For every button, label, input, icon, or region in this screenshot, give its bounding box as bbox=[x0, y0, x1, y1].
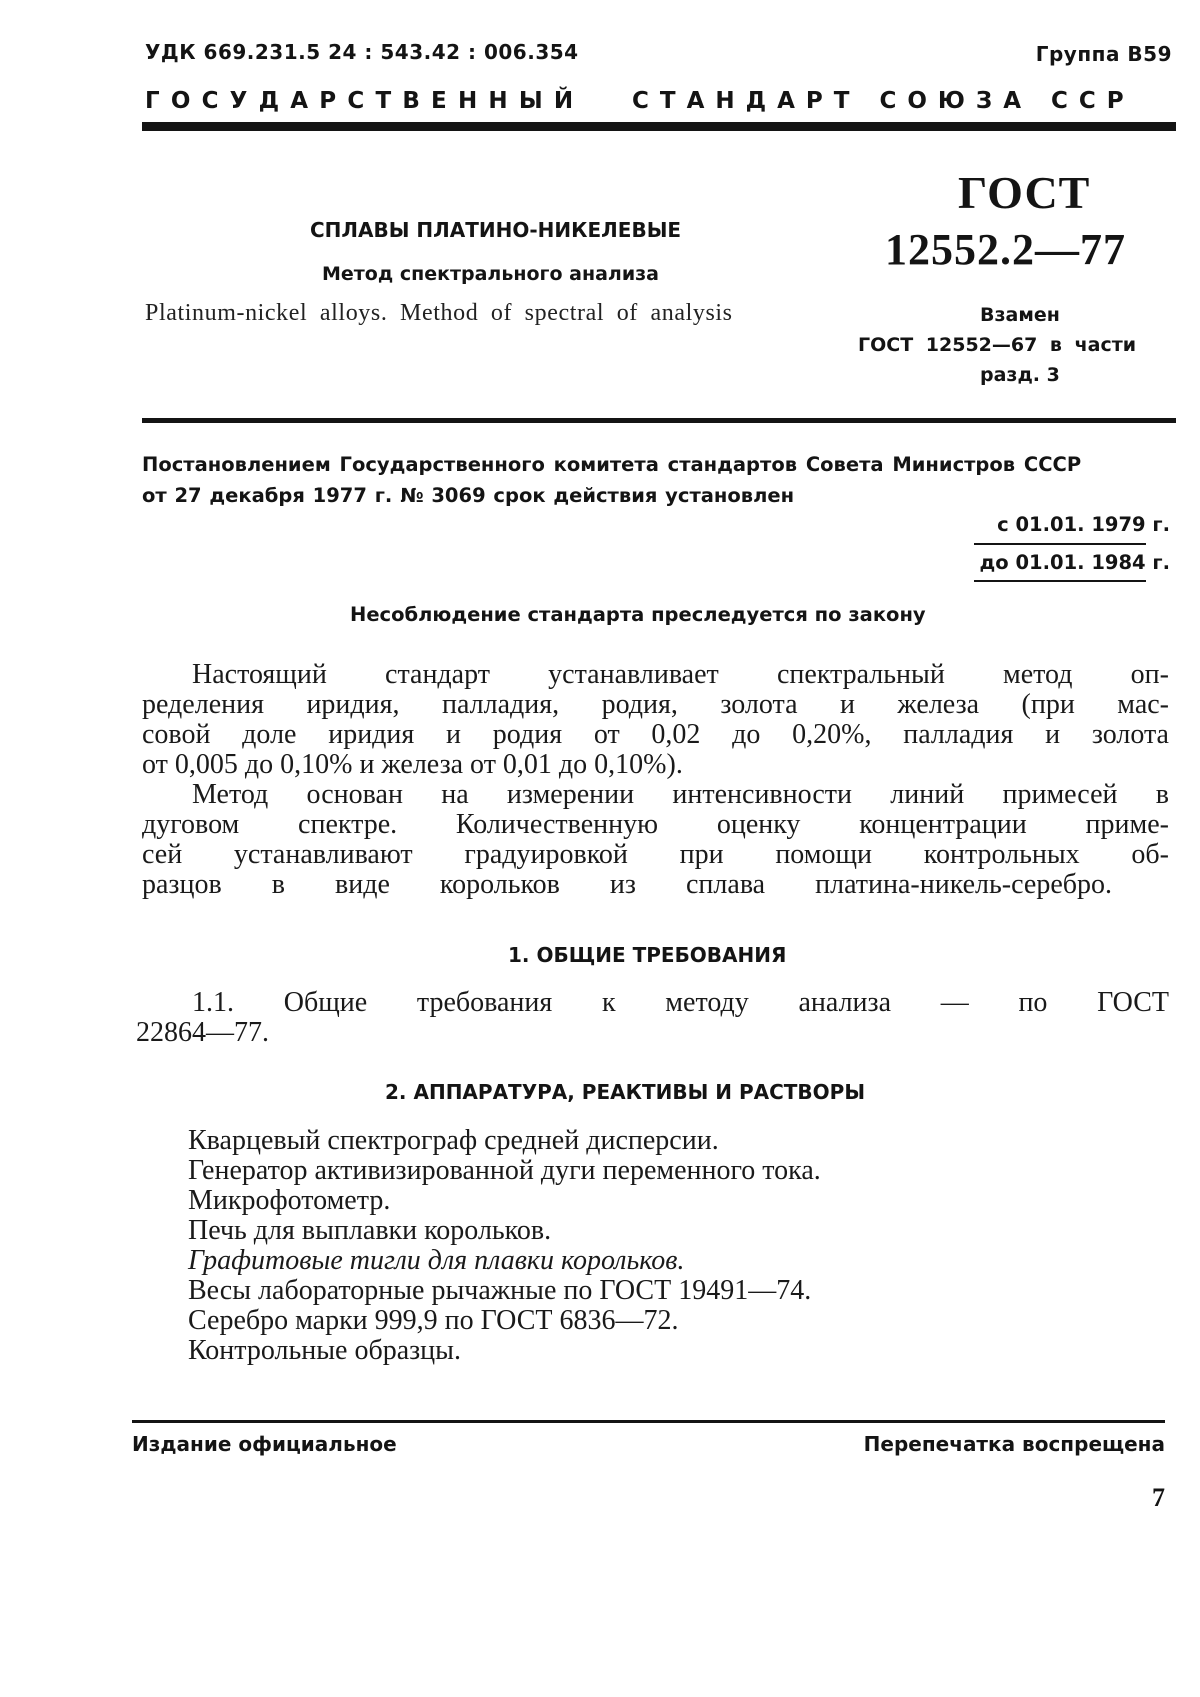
page-number: 7 bbox=[1152, 1483, 1165, 1512]
method-line: разцов в виде корольков из сплава платина-никель-серебро. bbox=[142, 869, 1112, 900]
replaces-gost: ГОСТ 12552—67 в части bbox=[858, 334, 1137, 356]
group-code: Группа В59 bbox=[1035, 42, 1172, 66]
intro-line: ределения иридия, палладия, родия, золота и железа (при мас- bbox=[142, 689, 1169, 720]
state-standard-heading-right: СТАНДАРТ СОЮЗА ССР bbox=[632, 88, 1135, 114]
official-edition-note: Издание официальное bbox=[132, 1432, 397, 1456]
intro-line: совой доле иридия и родия от 0,02 до 0,20%, палладия и золота bbox=[142, 719, 1169, 750]
equipment-item: Печь для выплавки корольков. bbox=[188, 1215, 552, 1246]
equipment-item: Графитовые тигли для плавки корольков. bbox=[188, 1245, 685, 1276]
method-line: дуговом спектре. Количественную оценку концентрации приме- bbox=[142, 809, 1169, 840]
date-underline bbox=[974, 580, 1146, 582]
clause-1-1-continued: 22864—77. bbox=[136, 1017, 269, 1048]
equipment-item: Микрофотометр. bbox=[188, 1185, 391, 1216]
legal-warning: Несоблюдение стандарта преследуется по закону bbox=[350, 603, 926, 626]
document-subtitle: Метод спектрального анализа bbox=[322, 263, 659, 285]
intro-line: от 0,005 до 0,10% и железа от 0,01 до 0,10%). bbox=[142, 749, 683, 780]
method-line: Метод основан на измерении интенсивности линий примесей в bbox=[192, 779, 1169, 810]
header-rule bbox=[142, 122, 1176, 131]
valid-to-date: до 01.01. 1984 г. bbox=[979, 551, 1170, 574]
equipment-item: Серебро марки 999,9 по ГОСТ 6836—72. bbox=[188, 1305, 679, 1336]
english-title: Platinum-nickel alloys. Method of spectral of analysis bbox=[145, 300, 733, 326]
gost-label: ГОСТ bbox=[958, 167, 1091, 218]
title-rule bbox=[142, 418, 1176, 423]
clause-1-1: 1.1. Общие требования к методу анализа — по ГОСТ bbox=[192, 987, 1169, 1018]
footer-rule bbox=[132, 1420, 1165, 1423]
valid-from-date: с 01.01. 1979 г. bbox=[997, 513, 1170, 536]
reprint-prohibited-note: Перепечатка воспрещена bbox=[863, 1432, 1165, 1456]
equipment-item: Кварцевый спектрограф средней дисперсии. bbox=[188, 1125, 719, 1156]
equipment-item: Контрольные образцы. bbox=[188, 1335, 461, 1366]
section-2-heading: 2. АППАРАТУРА, РЕАКТИВЫ И РАСТВОРЫ bbox=[385, 1080, 866, 1104]
decree-line-2: от 27 декабря 1977 г. № 3069 срок действия установлен bbox=[142, 484, 795, 507]
replaces-section: разд. 3 bbox=[980, 364, 1060, 386]
replaces-label: Взамен bbox=[980, 304, 1060, 326]
method-line: сей устанавливают градуировкой при помощи контрольных об- bbox=[142, 839, 1169, 870]
section-1-heading: 1. ОБЩИЕ ТРЕБОВАНИЯ bbox=[508, 943, 787, 967]
state-standard-heading-left: ГОСУДАРСТВЕННЫЙ bbox=[145, 88, 585, 114]
gost-number: 12552.2—77 bbox=[885, 225, 1126, 274]
equipment-item: Весы лабораторные рычажные по ГОСТ 19491—74. bbox=[188, 1275, 812, 1306]
udk-code: УДК 669.231.5 24 : 543.42 : 006.354 bbox=[145, 40, 579, 64]
document-title: СПЛАВЫ ПЛАТИНО-НИКЕЛЕВЫЕ bbox=[310, 218, 682, 242]
decree-line-1: Постановлением Государственного комитета стандартов Совета Министров СССР bbox=[142, 453, 1082, 476]
intro-line: Настоящий стандарт устанавливает спектральный метод оп- bbox=[192, 659, 1169, 690]
date-separator bbox=[974, 543, 1146, 545]
equipment-item: Генератор активизированной дуги переменного тока. bbox=[188, 1155, 821, 1186]
